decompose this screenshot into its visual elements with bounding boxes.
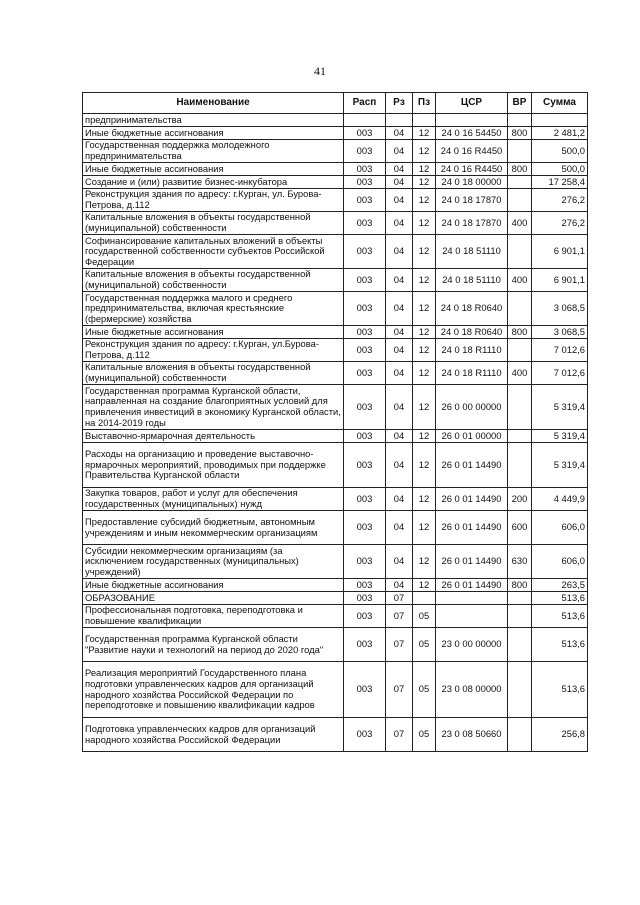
cell-csr: 26 0 01 14490 (436, 511, 508, 545)
cell-sum: 513,6 (532, 592, 588, 605)
cell-pz: 12 (413, 326, 436, 339)
cell-rasp: 003 (344, 488, 386, 511)
cell-sum: 500,0 (532, 140, 588, 163)
cell-rasp: 003 (344, 443, 386, 488)
table-row (83, 292, 588, 326)
cell-rz: 04 (386, 430, 413, 443)
cell-pz: 12 (413, 362, 436, 385)
cell-pz: 12 (413, 511, 436, 545)
cell-rz: 04 (386, 326, 413, 339)
cell-vr (508, 718, 532, 752)
cell-pz: 12 (413, 488, 436, 511)
header-pz: Пз (413, 93, 436, 114)
table-row (83, 592, 588, 605)
cell-vr (508, 592, 532, 605)
cell-rasp: 003 (344, 545, 386, 579)
header-vr: ВР (508, 93, 532, 114)
cell-rz: 04 (386, 163, 413, 176)
cell-vr (508, 292, 532, 326)
cell-pz: 12 (413, 189, 436, 212)
table-row (83, 430, 588, 443)
cell-csr: 23 0 08 00000 (436, 662, 508, 718)
cell-rasp: 003 (344, 127, 386, 140)
table-row (83, 339, 588, 362)
cell-rasp: 003 (344, 163, 386, 176)
table-row (83, 662, 588, 718)
table-row (83, 545, 588, 579)
cell-rasp: 003 (344, 212, 386, 235)
cell-rasp: 003 (344, 605, 386, 628)
cell-vr: 400 (508, 269, 532, 292)
cell-rasp: 003 (344, 362, 386, 385)
table-row (83, 235, 588, 269)
cell-csr (436, 114, 508, 127)
cell-csr: 24 0 18 51110 (436, 235, 508, 269)
table-row (83, 718, 588, 752)
cell-csr: 24 0 18 51110 (436, 269, 508, 292)
cell-vr (508, 443, 532, 488)
cell-sum: 5 319,4 (532, 443, 588, 488)
cell-pz: 12 (413, 385, 436, 430)
table-row (83, 189, 588, 212)
cell-pz: 12 (413, 235, 436, 269)
cell-vr (508, 140, 532, 163)
cell-vr: 800 (508, 127, 532, 140)
cell-pz: 12 (413, 269, 436, 292)
cell-csr: 23 0 00 00000 (436, 628, 508, 662)
table-row (83, 511, 588, 545)
header-rasp: Расп (344, 93, 386, 114)
cell-rz: 04 (386, 443, 413, 488)
cell-csr: 24 0 18 R0640 (436, 292, 508, 326)
cell-rasp: 003 (344, 511, 386, 545)
cell-vr (508, 176, 532, 189)
cell-rz: 04 (386, 545, 413, 579)
cell-pz: 05 (413, 605, 436, 628)
cell-name: Реконструкция здания по адресу: г.Курган, ул.Бурова-Петрова, д.112 (83, 339, 344, 362)
cell-name: Подготовка управленческих кадров для организаций народного хозяйства Российской Федерации (83, 718, 344, 752)
cell-csr: 24 0 18 17870 (436, 189, 508, 212)
cell-vr: 800 (508, 326, 532, 339)
table-row (83, 385, 588, 430)
budget-table (82, 92, 588, 752)
cell-sum: 276,2 (532, 212, 588, 235)
cell-csr: 24 0 16 R4450 (436, 140, 508, 163)
cell-rz: 07 (386, 592, 413, 605)
table-row (83, 362, 588, 385)
table-row (83, 326, 588, 339)
table-row (83, 140, 588, 163)
cell-sum: 6 901,1 (532, 235, 588, 269)
cell-pz: 12 (413, 443, 436, 488)
cell-pz: 12 (413, 545, 436, 579)
cell-rz (386, 114, 413, 127)
cell-rasp: 003 (344, 430, 386, 443)
cell-rz: 07 (386, 662, 413, 718)
cell-rasp: 003 (344, 189, 386, 212)
cell-rz: 04 (386, 339, 413, 362)
cell-sum: 276,2 (532, 189, 588, 212)
cell-pz: 12 (413, 579, 436, 592)
cell-csr: 24 0 18 00000 (436, 176, 508, 189)
cell-pz: 05 (413, 628, 436, 662)
cell-name: Реконструкция здания по адресу: г.Курган, ул. Бурова-Петрова, д.112 (83, 189, 344, 212)
cell-rasp: 003 (344, 140, 386, 163)
cell-sum: 6 901,1 (532, 269, 588, 292)
cell-csr (436, 592, 508, 605)
cell-vr (508, 235, 532, 269)
cell-rz: 04 (386, 511, 413, 545)
cell-sum: 5 319,4 (532, 385, 588, 430)
table-row (83, 114, 588, 127)
cell-vr (508, 662, 532, 718)
cell-csr: 24 0 18 R0640 (436, 326, 508, 339)
cell-vr: 800 (508, 163, 532, 176)
cell-sum: 7 012,6 (532, 339, 588, 362)
cell-rz: 07 (386, 605, 413, 628)
cell-rasp: 003 (344, 662, 386, 718)
cell-csr: 23 0 08 50660 (436, 718, 508, 752)
cell-name: предпринимательства (83, 114, 344, 127)
cell-csr: 26 0 00 00000 (436, 385, 508, 430)
cell-name: Иные бюджетные ассигнования (83, 579, 344, 592)
cell-sum: 513,6 (532, 605, 588, 628)
cell-rz: 04 (386, 212, 413, 235)
cell-csr: 26 0 01 14490 (436, 545, 508, 579)
cell-pz: 12 (413, 127, 436, 140)
cell-vr: 200 (508, 488, 532, 511)
table-row (83, 269, 588, 292)
cell-sum: 513,6 (532, 662, 588, 718)
cell-rz: 04 (386, 292, 413, 326)
cell-rasp: 003 (344, 176, 386, 189)
cell-name: Выставочно-ярмарочная деятельность (83, 430, 344, 443)
cell-name: Государственная поддержка молодежного предпринимательства (83, 140, 344, 163)
cell-csr: 24 0 16 54450 (436, 127, 508, 140)
cell-pz: 05 (413, 718, 436, 752)
header-csr: ЦСР (436, 93, 508, 114)
cell-csr: 24 0 18 R1110 (436, 362, 508, 385)
table-row (83, 488, 588, 511)
cell-pz: 12 (413, 339, 436, 362)
cell-rz: 04 (386, 385, 413, 430)
cell-name: Иные бюджетные ассигнования (83, 163, 344, 176)
cell-csr: 26 0 01 14490 (436, 488, 508, 511)
header-name: Наименование (83, 93, 344, 114)
cell-rz: 07 (386, 718, 413, 752)
cell-rasp: 003 (344, 326, 386, 339)
cell-pz (413, 114, 436, 127)
cell-rz: 04 (386, 127, 413, 140)
table-row (83, 628, 588, 662)
cell-pz: 12 (413, 140, 436, 163)
cell-sum: 606,0 (532, 545, 588, 579)
page-number: 41 (314, 64, 326, 78)
cell-csr: 26 0 01 14490 (436, 443, 508, 488)
table-body (83, 114, 588, 752)
cell-vr: 400 (508, 362, 532, 385)
cell-pz: 12 (413, 163, 436, 176)
cell-rz: 04 (386, 362, 413, 385)
cell-rasp: 003 (344, 579, 386, 592)
cell-sum: 3 068,5 (532, 326, 588, 339)
cell-sum: 256,8 (532, 718, 588, 752)
cell-csr: 24 0 18 R1110 (436, 339, 508, 362)
cell-rasp (344, 114, 386, 127)
cell-sum: 7 012,6 (532, 362, 588, 385)
cell-vr: 800 (508, 579, 532, 592)
cell-vr (508, 628, 532, 662)
cell-sum: 606,0 (532, 511, 588, 545)
cell-pz: 12 (413, 212, 436, 235)
cell-rasp: 003 (344, 269, 386, 292)
cell-pz (413, 592, 436, 605)
cell-name: Государственная программа Курганской области "Развитие науки и технологий на период до 2020 года" (83, 628, 344, 662)
cell-vr (508, 605, 532, 628)
cell-name: Субсидии некоммерческим организациям (за исключением государственных (муниципальных) учреждений) (83, 545, 344, 579)
header-sum: Сумма (532, 93, 588, 114)
table-row (83, 176, 588, 189)
cell-rasp: 003 (344, 235, 386, 269)
cell-name: Иные бюджетные ассигнования (83, 127, 344, 140)
cell-name: Предоставление субсидий бюджетным, автономным учреждениям и иным некоммерческим организациям (83, 511, 344, 545)
table-row (83, 605, 588, 628)
cell-rasp: 003 (344, 628, 386, 662)
cell-sum: 263,5 (532, 579, 588, 592)
cell-sum: 17 258,4 (532, 176, 588, 189)
table-row (83, 212, 588, 235)
cell-pz: 12 (413, 430, 436, 443)
cell-vr (508, 339, 532, 362)
cell-sum: 5 319,4 (532, 430, 588, 443)
cell-pz: 05 (413, 662, 436, 718)
cell-rasp: 003 (344, 592, 386, 605)
cell-name: Реализация мероприятий Государственного плана подготовки управленческих кадров для организаций народного хозяйства Российской Федерации по переподготовке и повышению квалификации кадров (83, 662, 344, 718)
cell-name: Профессиональная подготовка, переподготовка и повышение квалификации (83, 605, 344, 628)
table-row (83, 127, 588, 140)
cell-name: Закупка товаров, работ и услуг для обеспечения государственных (муниципальных) нужд (83, 488, 344, 511)
cell-pz: 12 (413, 176, 436, 189)
table-header-row (83, 93, 588, 114)
cell-rz: 04 (386, 189, 413, 212)
cell-name: Капитальные вложения в объекты государственной (муниципальной) собственности (83, 212, 344, 235)
cell-vr: 400 (508, 212, 532, 235)
cell-rz: 04 (386, 176, 413, 189)
cell-csr: 26 0 01 14490 (436, 579, 508, 592)
cell-sum (532, 114, 588, 127)
cell-rz: 07 (386, 628, 413, 662)
cell-rz: 04 (386, 488, 413, 511)
header-rz: Рз (386, 93, 413, 114)
cell-rasp: 003 (344, 718, 386, 752)
cell-rz: 04 (386, 140, 413, 163)
cell-vr (508, 430, 532, 443)
cell-rasp: 003 (344, 339, 386, 362)
cell-name: Создание и (или) развитие бизнес-инкубатора (83, 176, 344, 189)
cell-sum: 513,6 (532, 628, 588, 662)
cell-vr (508, 385, 532, 430)
table-row (83, 163, 588, 176)
cell-sum: 3 068,5 (532, 292, 588, 326)
cell-name: Капитальные вложения в объекты государственной (муниципальной) собственности (83, 269, 344, 292)
cell-sum: 500,0 (532, 163, 588, 176)
cell-vr (508, 189, 532, 212)
cell-name: Иные бюджетные ассигнования (83, 326, 344, 339)
cell-pz: 12 (413, 292, 436, 326)
cell-csr: 26 0 01 00000 (436, 430, 508, 443)
cell-rz: 04 (386, 579, 413, 592)
cell-vr: 600 (508, 511, 532, 545)
cell-name: Государственная поддержка малого и среднего предпринимательства, включая крестьянские (фермерские) хозяйства (83, 292, 344, 326)
cell-sum: 4 449,9 (532, 488, 588, 511)
cell-name: Расходы на организацию и проведение выставочно-ярмарочных мероприятий, проводимых при поддержке Правительства Курганской области (83, 443, 344, 488)
cell-rasp: 003 (344, 385, 386, 430)
cell-vr: 630 (508, 545, 532, 579)
cell-rz: 04 (386, 235, 413, 269)
cell-csr (436, 605, 508, 628)
cell-rz: 04 (386, 269, 413, 292)
cell-vr (508, 114, 532, 127)
table-row (83, 579, 588, 592)
cell-name: Софинансирование капитальных вложений в объекты государственной собственности субъектов Российской Федерации (83, 235, 344, 269)
cell-sum: 2 481,2 (532, 127, 588, 140)
cell-name: ОБРАЗОВАНИЕ (83, 592, 344, 605)
cell-csr: 24 0 16 R4450 (436, 163, 508, 176)
cell-name: Капитальные вложения в объекты государственной (муниципальной) собственности (83, 362, 344, 385)
cell-name: Государственная программа Курганской области, направленная на создание благоприятных условий для привлечения инвестиций в экономику Курганской области, на 2014-2019 годы (83, 385, 344, 430)
table-row (83, 443, 588, 488)
cell-csr: 24 0 18 17870 (436, 212, 508, 235)
cell-rasp: 003 (344, 292, 386, 326)
